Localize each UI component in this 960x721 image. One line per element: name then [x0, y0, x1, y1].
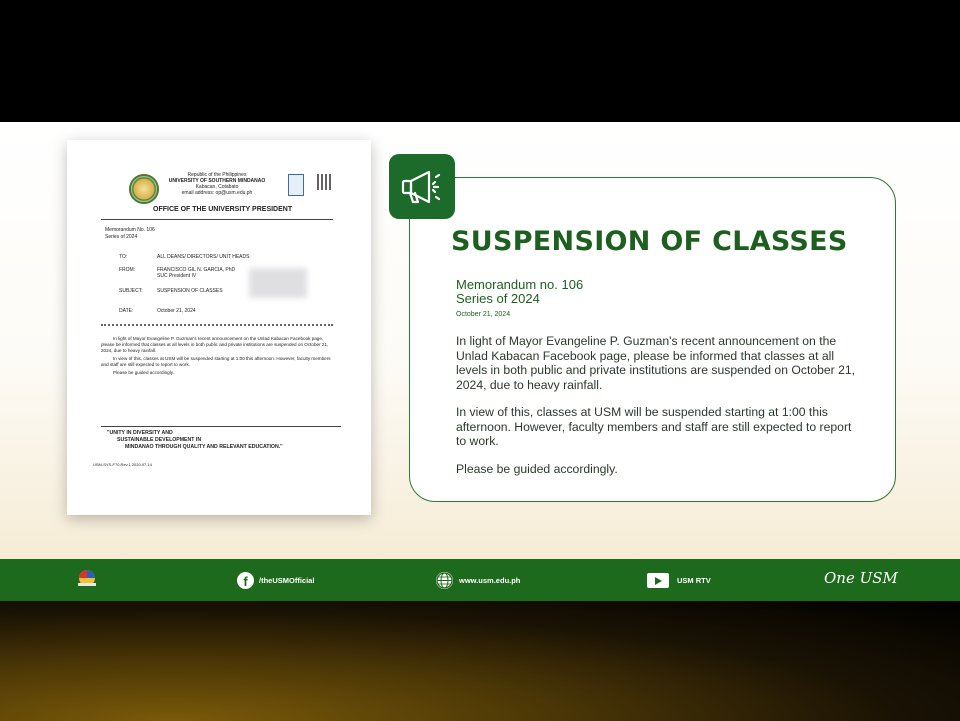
- memo-email: email address: op@usm.edu.ph: [181, 190, 253, 196]
- footer-website-link[interactable]: [436, 559, 520, 601]
- memo-office-title: OFFICE OF THE UNIVERSITY PRESIDENT: [153, 206, 293, 213]
- memo-paragraph-2: In view of this, classes at USM will be suspended starting at 1:00 this afternoon. However, faculty members and staff are still expected to report to work.: [101, 356, 331, 367]
- memo-series: Series of 2024: [105, 234, 138, 240]
- memo-motto-line-3: MINDANAO THROUGH QUALITY AND RELEVANT EDUCATION.": [125, 444, 283, 450]
- top-black-band: [0, 0, 960, 122]
- footer-tagline: One USM: [824, 569, 898, 587]
- announcement-title: SUSPENSION OF CLASSES: [451, 226, 848, 257]
- memo-paragraph-3: Please be guided accordingly.: [113, 370, 174, 375]
- memo-motto: [107, 430, 283, 451]
- facebook-icon: f: [237, 572, 254, 589]
- announcement-icon-badge: [389, 154, 455, 219]
- footer-youtube-label: USM RTV: [677, 575, 711, 585]
- memo-from-label: FROM:: [119, 267, 136, 273]
- youtube-icon: [647, 573, 669, 588]
- footer-facebook-link[interactable]: [237, 559, 314, 601]
- footer-facebook-label: /theUSMOfficial: [259, 575, 315, 585]
- usm-seal-icon: [129, 174, 159, 204]
- globe-icon: [436, 572, 453, 589]
- memo-form-code: USM-SYS-F70.Rev.1.2020.07.14: [93, 462, 152, 467]
- memo-university: UNIVERSITY OF SOUTHERN MINDANAO: [168, 178, 266, 184]
- qr-code-icon: [317, 174, 331, 190]
- footer-youtube-link[interactable]: [647, 559, 711, 601]
- announcement-paragraph-3: Please be guided accordingly.: [456, 462, 618, 476]
- memo-from-title: SUC President IV: [157, 273, 197, 279]
- bagong-pilipinas-logo-icon: [76, 568, 98, 588]
- memo-to-label: TO:: [119, 254, 128, 260]
- iso-certification-icon: [288, 174, 304, 196]
- memo-republic: Republic of the Philippines: [187, 172, 247, 178]
- memo-to-value: ALL DEANS/ DIRECTORS/ UNIT HEADS: [157, 254, 250, 260]
- announcement-paragraph-1: In light of Mayor Evangeline P. Guzman's recent announcement on the Unlad Kabacan Facebook page, please be informed that classes at all levels in both public and private institutions are suspended on October 21, 2024, due to heavy rainfall.: [456, 334, 856, 392]
- signature-image: [249, 268, 307, 298]
- announcement-series: Series of 2024: [456, 291, 540, 306]
- megaphone-icon: [397, 167, 447, 207]
- memo-subject-label: SUBJECT:: [119, 288, 143, 294]
- bottom-gradient-band: [0, 601, 960, 721]
- memo-subject-value: SUSPENSION OF CLASSES: [157, 288, 223, 294]
- memo-date-value: October 21, 2024: [157, 308, 196, 314]
- memo-motto-line-2: SUSTAINABLE DEVELOPMENT IN: [117, 437, 202, 443]
- memo-document-image: [67, 140, 371, 515]
- memo-footer-divider: [101, 426, 341, 427]
- memo-letterhead: [167, 172, 267, 196]
- announcement-date: October 21, 2024: [456, 311, 511, 318]
- memo-location: Kabacan, Cotabato: [195, 184, 239, 190]
- memo-divider: [101, 219, 333, 220]
- memo-paragraph-1: In light of Mayor Evangeline P. Guzman's recent announcement on the Unlad Kabacan Facebook page, please be informed that classes at all levels in both public and private institutions are suspended on October 21, 2024, due to heavy rainfall.: [101, 336, 329, 353]
- memo-from-value: FRANCISCO GIL N. GARCIA, PhD: [157, 267, 236, 273]
- memo-date-label: DATE:: [119, 308, 134, 314]
- announcement-memo-number: Memorandum no. 106: [456, 277, 584, 292]
- announcement-paragraph-2: In view of this, classes at USM will be suspended starting at 1:00 this afternoon. However, faculty members and staff are still expected to report to work.: [456, 405, 852, 448]
- memo-dotted-divider: [101, 324, 333, 326]
- memo-motto-line-1: "UNITY IN DIVERSITY AND: [107, 430, 173, 436]
- memo-number: Memorandum No. 106: [105, 227, 155, 233]
- footer-website-label: www.usm.edu.ph: [459, 575, 521, 585]
